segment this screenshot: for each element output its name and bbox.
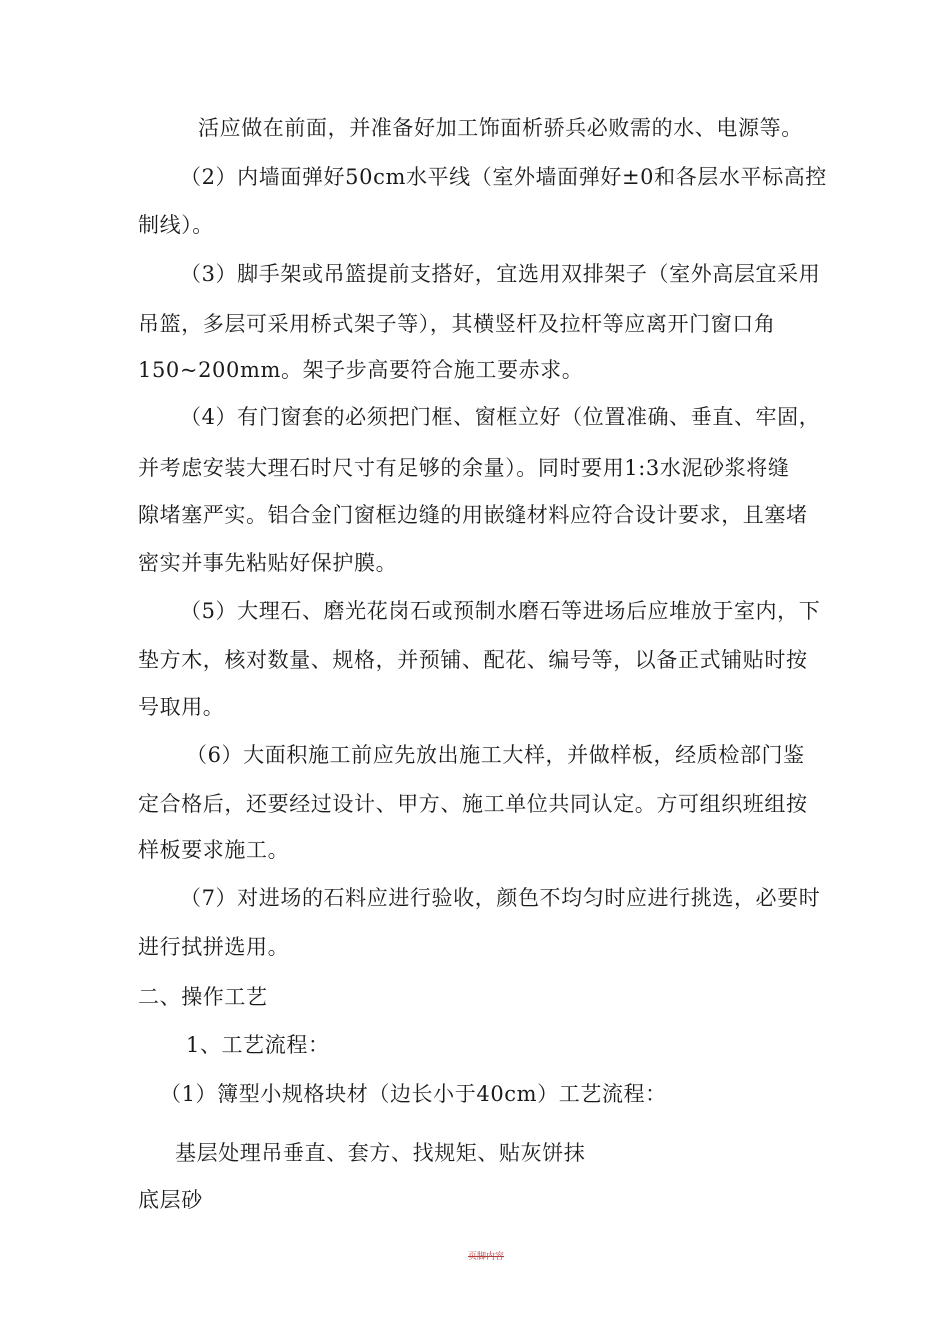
text-line-11: （5）大理石、磨光花岗石或预制水磨石等进场后应堆放于室内，下 <box>180 599 821 623</box>
page-footer: 页脚内容 <box>468 1252 505 1262</box>
text-line-21: （1）簿型小规格块材（边长小于40cm）工艺流程： <box>160 1082 667 1106</box>
text-line-10: 密实并事先粘贴好保护膜。 <box>138 551 398 575</box>
text-line-8: 并考虑安装大理石时尺寸有足够的余量）。同时要用1:3水泥砂浆将缝 <box>138 456 790 480</box>
text-line-4: （3）脚手架或吊篮提前支搭好，宜选用双排架子（室外高层宜采用 <box>180 262 821 286</box>
text-line-22: 基层处理吊垂直、套方、找规矩、贴灰饼抹 <box>175 1141 586 1165</box>
text-line-1: 活应做在前面，并准备好加工饰面析骄兵必败需的水、电源等。 <box>198 116 803 140</box>
text-line-12: 垫方木，核对数量、规格，并预铺、配花、编号等，以备正式铺贴时按 <box>138 648 808 672</box>
text-line-5: 吊篮，多层可采用桥式架子等），其横竖杆及拉杆等应离开门窗口角 <box>138 312 776 336</box>
text-line-9: 隙堵塞严实。铝合金门窗框边缝的用嵌缝材料应符合设计要求，且塞堵 <box>138 503 808 527</box>
text-line-17: （7）对进场的石料应进行验收，颜色不均匀时应进行挑选，必要时 <box>180 886 821 910</box>
text-line-18: 进行拭拼选用。 <box>138 935 290 959</box>
text-line-6: 150~200mm。架子步高要符合施工要赤求。 <box>138 358 584 382</box>
text-line-15: 定合格后，还要经过设计、甲方、施工单位共同认定。方可组织班组按 <box>138 792 808 816</box>
text-line-14: （6）大面积施工前应先放出施工大样，并做样板，经质检部门鉴 <box>186 743 805 767</box>
text-line-13: 号取用。 <box>138 695 225 719</box>
text-line-16: 样板要求施工。 <box>138 838 290 862</box>
text-line-3: 制线）。 <box>138 213 214 237</box>
text-line-23: 底层砂 <box>138 1188 203 1212</box>
subsection-heading: 1、工艺流程： <box>186 1033 330 1057</box>
text-line-7: （4）有门窗套的必须把门框、窗框立好（位置准确、垂直、牢固， <box>180 405 821 429</box>
text-line-2: （2）内墙面弹好50cm水平线（室外墙面弹好±0和各层水平标高控 <box>180 165 827 189</box>
section-heading: 二、操作工艺 <box>138 985 268 1009</box>
